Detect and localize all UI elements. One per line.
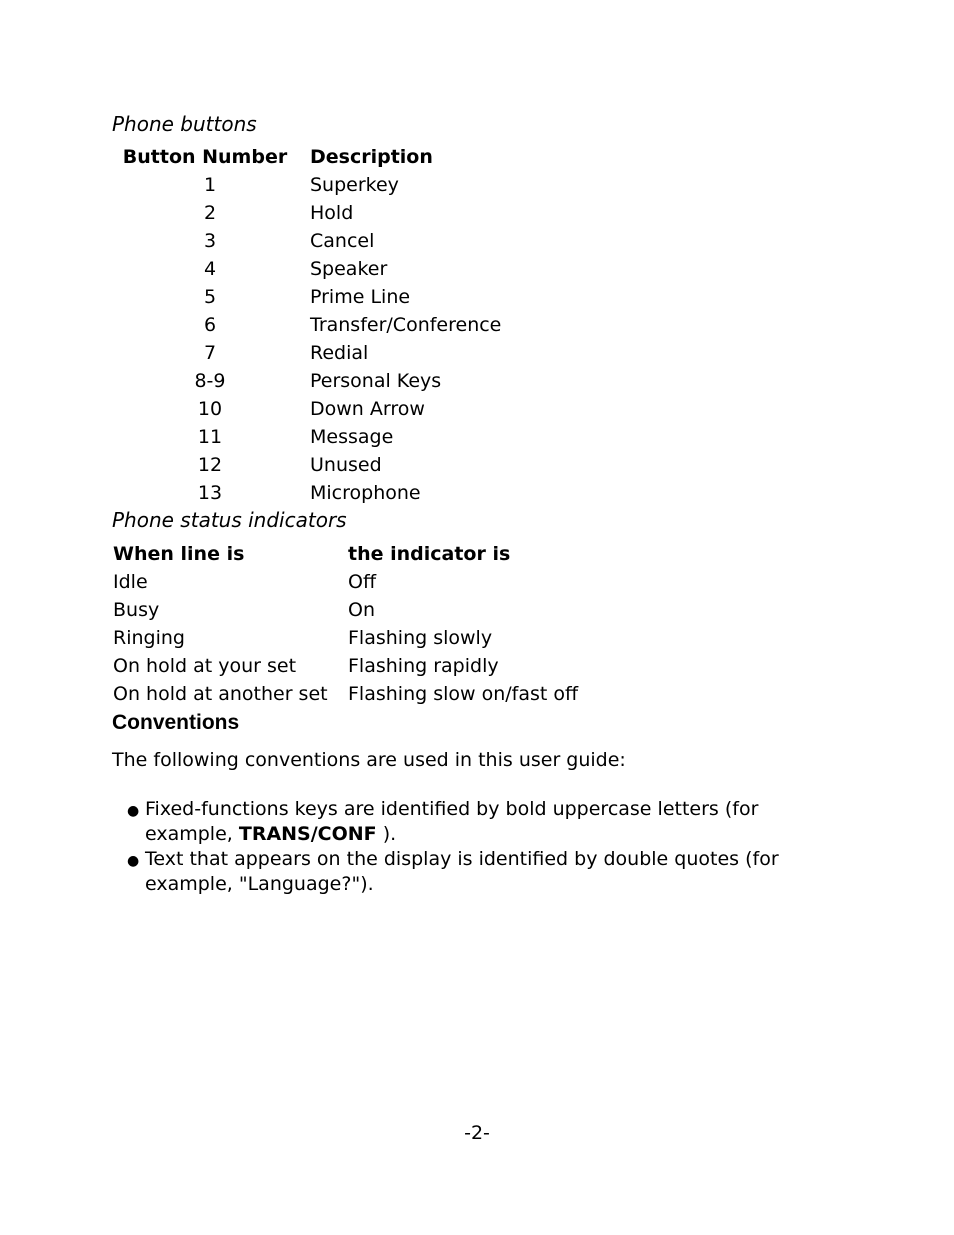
button-number-cell: 5 xyxy=(203,286,217,308)
button-number-cell: 6 xyxy=(203,314,217,336)
table-row xyxy=(112,395,501,423)
button-description-cell: Microphone xyxy=(310,482,421,504)
phone-buttons-body xyxy=(112,171,501,507)
line-state-cell: On hold at your set xyxy=(113,655,297,677)
list-item xyxy=(112,797,812,847)
table-row xyxy=(113,680,578,708)
button-description-cell: Prime Line xyxy=(310,286,411,308)
conventions-list xyxy=(112,797,812,897)
button-number-cell: 12 xyxy=(197,454,223,476)
button-number-cell: 11 xyxy=(197,426,223,448)
phone-status-body xyxy=(113,568,578,708)
button-number-cell: 4 xyxy=(203,258,217,280)
table-row xyxy=(112,171,501,199)
header-indicator-is: the indicator is xyxy=(348,543,511,565)
button-description-cell: Speaker xyxy=(310,258,388,280)
table-header-row xyxy=(112,143,501,171)
indicator-state-cell: Flashing slow on/fast off xyxy=(348,683,579,705)
button-description-cell: Transfer/Conference xyxy=(310,314,502,336)
button-number-cell: 3 xyxy=(203,230,217,252)
button-number-cell: 2 xyxy=(203,202,217,224)
button-number-cell: 7 xyxy=(203,342,217,364)
button-description-cell: Personal Keys xyxy=(310,370,442,392)
button-number-cell: 8-9 xyxy=(194,370,226,392)
indicator-state-cell: On xyxy=(348,599,375,621)
table-row xyxy=(112,367,501,395)
bullet-text: example, "Language?"). xyxy=(145,873,374,895)
indicator-state-cell: Off xyxy=(348,571,377,593)
table-row xyxy=(112,311,501,339)
header-description: Description xyxy=(310,146,433,168)
button-description-cell: Superkey xyxy=(310,174,399,196)
table-row xyxy=(112,283,501,311)
button-description-cell: Hold xyxy=(310,202,354,224)
table-row xyxy=(113,596,578,624)
indicator-state-cell: Flashing rapidly xyxy=(348,655,499,677)
bullet-icon: ● xyxy=(127,803,140,819)
button-number-cell: 13 xyxy=(197,482,223,504)
table-row xyxy=(112,199,501,227)
indicator-state-cell: Flashing slowly xyxy=(348,627,493,649)
table-row xyxy=(113,652,578,680)
line-state-cell: Ringing xyxy=(113,627,185,649)
bullet-text: ). xyxy=(376,823,397,845)
line-state-cell: Busy xyxy=(113,599,160,621)
table-row xyxy=(112,255,501,283)
page-number: -2- xyxy=(464,1122,490,1144)
bullet-text: Fixed-functions keys are identified by bold uppercase letters (for xyxy=(145,798,759,820)
list-item xyxy=(112,847,812,897)
button-number-cell: 1 xyxy=(203,174,217,196)
phone-status-table xyxy=(113,540,578,708)
button-number-cell: 10 xyxy=(197,398,223,420)
table-row xyxy=(112,451,501,479)
phone-buttons-table xyxy=(112,143,501,507)
table-row xyxy=(112,227,501,255)
line-state-cell: On hold at another set xyxy=(113,683,328,705)
bullet-icon: ● xyxy=(127,853,140,869)
table-row xyxy=(112,479,501,507)
table-row xyxy=(113,568,578,596)
button-description-cell: Unused xyxy=(310,454,382,476)
conventions-intro: The following conventions are used in this user guide: xyxy=(112,749,626,771)
header-when-line-is: When line is xyxy=(113,543,245,565)
table-row xyxy=(113,624,578,652)
phone-status-caption: Phone status indicators xyxy=(112,508,347,532)
conventions-heading: Conventions xyxy=(112,711,240,734)
header-button-number: Button Number xyxy=(122,146,288,168)
button-description-cell: Redial xyxy=(310,342,369,364)
button-description-cell: Cancel xyxy=(310,230,375,252)
line-state-cell: Idle xyxy=(113,571,148,593)
bullet-text: Text that appears on the display is identified by double quotes (for xyxy=(145,848,779,870)
key-label: TRANS/CONF xyxy=(238,823,377,845)
bullet-text: example, xyxy=(145,823,239,845)
table-header-row xyxy=(113,540,578,568)
button-description-cell: Message xyxy=(310,426,394,448)
phone-buttons-caption: Phone buttons xyxy=(112,112,257,136)
button-description-cell: Down Arrow xyxy=(310,398,425,420)
table-row xyxy=(112,423,501,451)
table-row xyxy=(112,339,501,367)
